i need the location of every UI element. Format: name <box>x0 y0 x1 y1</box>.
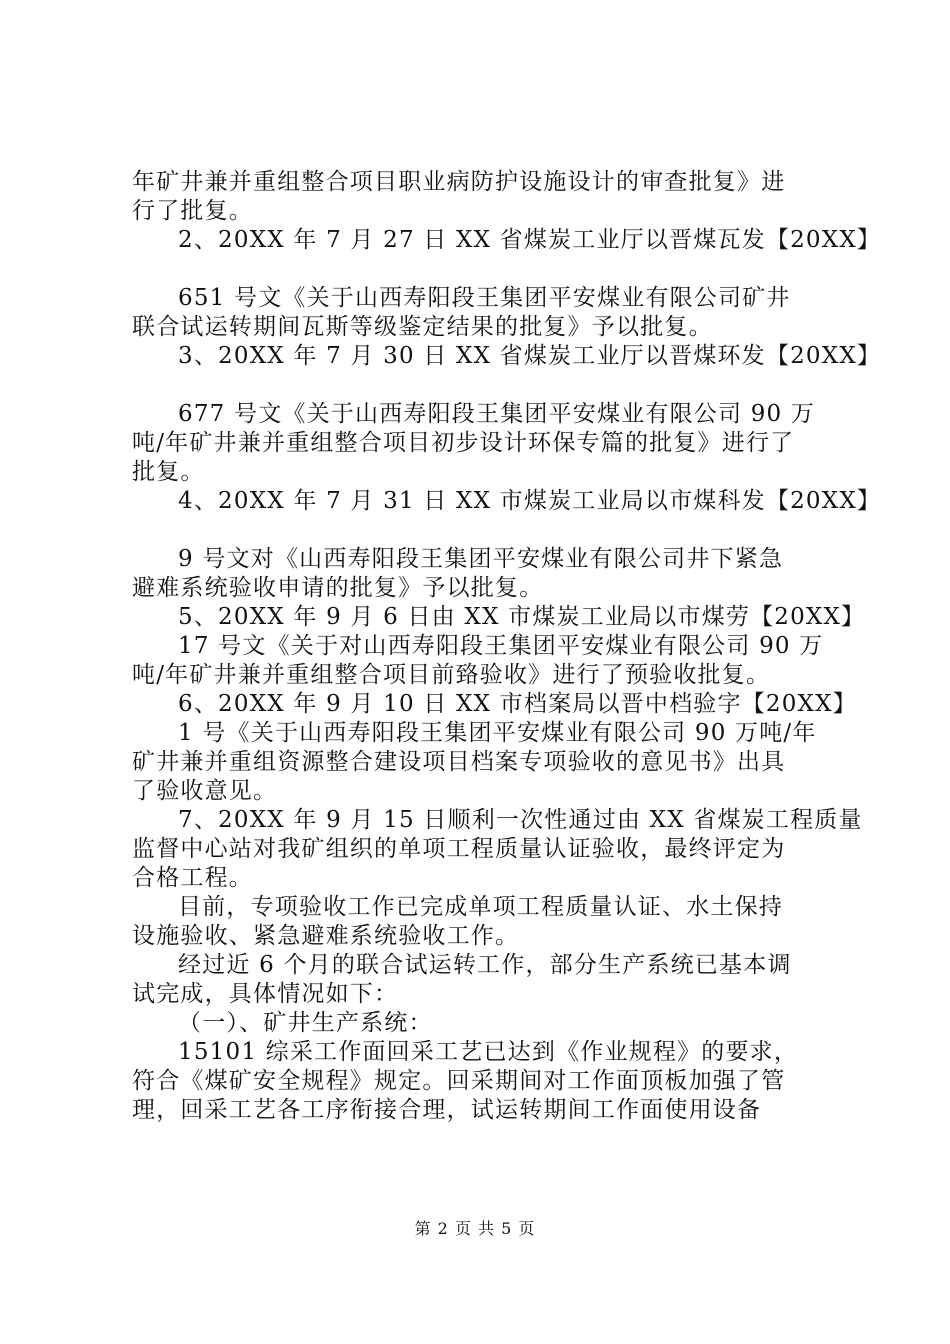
text-line: 677 号文《关于山西寿阳段王集团平安煤业有限公司 90 万 <box>178 401 816 427</box>
text-line: 合格工程。 <box>132 865 253 891</box>
text-line: 目前，专项验收工作已完成单项工程质量认证、水土保持 <box>178 894 783 920</box>
text-line: 了验收意见。 <box>132 778 278 804</box>
text-line: 651 号文《关于山西寿阳段王集团平安煤业有限公司矿井 <box>178 285 791 311</box>
text-line: 7、20XX 年 9 月 15 日顺利一次性通过由 XX 省煤炭工程质量 <box>178 807 863 833</box>
page-number-footer: 第 2 页 共 5 页 <box>414 1219 536 1238</box>
text-line: 联合试运转期间瓦斯等级鉴定结果的批复》予以批复。 <box>132 314 713 340</box>
blank-line <box>132 255 832 284</box>
text-line: 行了批复。 <box>132 198 253 224</box>
text-line: 17 号文《关于对山西寿阳段王集团平安煤业有限公司 90 万 <box>178 633 824 659</box>
section-heading: （一）、矿井生产系统： <box>178 1010 433 1036</box>
text-line: 2、20XX 年 7 月 27 日 XX 省煤炭工业厅以晋煤瓦发【20XX】 <box>178 227 882 253</box>
text-line: 符合《煤矿安全规程》规定。回采期间对工作面顶板加强了管 <box>132 1068 786 1094</box>
text-line: 批复。 <box>132 459 205 485</box>
text-line: 9 号文对《山西寿阳段王集团平安煤业有限公司井下紧急 <box>178 546 784 572</box>
text-line: 5、20XX 年 9 月 6 日由 XX 市煤炭工业局以市煤劳【20XX】 <box>178 604 866 630</box>
text-line: 监督中心站对我矿组织的单项工程质量认证验收，最终评定为 <box>132 836 786 862</box>
text-line: 6、20XX 年 9 月 10 日 XX 市档案局以晋中档验字【20XX】 <box>178 691 857 717</box>
text-line: 15101 综采工作面回采工艺已达到《作业规程》的要求， <box>178 1039 799 1065</box>
text-line: 4、20XX 年 7 月 31 日 XX 市煤炭工业局以市煤科发【20XX】 <box>178 488 882 514</box>
text-line: 试完成，具体情况如下： <box>132 981 399 1007</box>
text-line: 1 号《关于山西寿阳段王集团平安煤业有限公司 90 万吨/年 <box>178 720 817 746</box>
document-body <box>132 168 882 1125</box>
blank-line <box>132 516 832 545</box>
text-line: 避难系统验收申请的批复》予以批复。 <box>132 575 544 601</box>
text-line: 吨/年矿井兼并重组整合项目初步设计环保专篇的批复》进行了 <box>132 430 795 456</box>
text-line: 矿井兼并重组资源整合建设项目档案专项验收的意见书》出具 <box>132 749 786 775</box>
text-line: 年矿井兼并重组整合项目职业病防护设施设计的审查批复》进 <box>132 169 786 195</box>
text-line: 经过近 6 个月的联合试运转工作，部分生产系统已基本调 <box>178 952 792 978</box>
text-line: 理，回采工艺各工序衔接合理，试运转期间工作面使用设备 <box>132 1097 762 1123</box>
text-line: 设施验收、紧急避难系统验收工作。 <box>132 923 520 949</box>
text-line: 3、20XX 年 7 月 30 日 XX 省煤炭工业厅以晋煤环发【20XX】 <box>178 343 882 369</box>
text-line: 吨/年矿井兼并重组整合项目前臵验收》进行了预验收批复。 <box>132 662 771 688</box>
blank-line <box>132 371 832 400</box>
